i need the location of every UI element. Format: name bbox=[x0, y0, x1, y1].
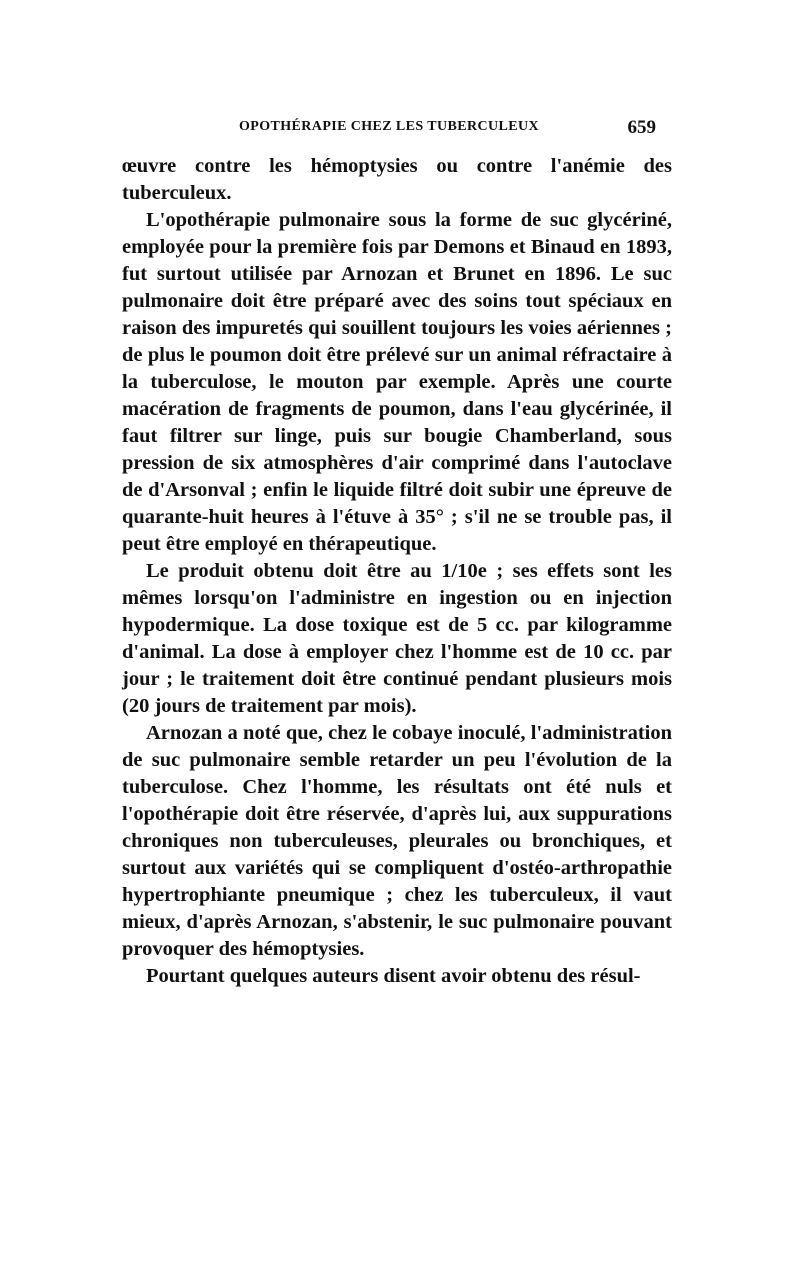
body-text bbox=[122, 153, 672, 990]
running-title: OPOTHÉRAPIE CHEZ LES TUBERCULEUX bbox=[239, 119, 539, 134]
paragraph-pulmonary-opotherapy: L'opothérapie pulmonaire sous la forme de suc glycériné, employée pour la première fois par Demons et Binaud en 1893, fut surtout utilisée par Arnozan et Brunet en 1896. Le suc pulmonaire doit être préparé avec des soins tout spéciaux en raison des impuretés qui souillent toujours les voies aériennes ; de plus le poumon doit être prélevé sur un animal réfractaire à la tuberculose, le mouton par exemple. Après une courte macération de fragments de poumon, dans l'eau glycérinée, il faut filtrer sur linge, puis sur bougie Chamberland, sous pression de six atmosphères d'air comprimé dans l'autoclave de d'Arsonval ; enfin le liquide filtré doit subir une épreuve de quarante-huit heures à l'étuve à 35° ; s'il ne se trouble pas, il peut être employé en thérapeutique. bbox=[122, 209, 672, 555]
paragraph-dosage: Le produit obtenu doit être au 1/10e ; ses effets sont les mêmes lorsqu'on l'administre en ingestion ou en injection hypodermique. La dose toxique est de 5 cc. par kilogramme d'animal. La dose à employer chez l'homme est de 10 cc. par jour ; le traitement doit être continué pendant plusieurs mois (20 jours de traitement par mois). bbox=[122, 560, 672, 717]
paragraph-continued: Pourtant quelques auteurs disent avoir obtenu des résul- bbox=[146, 965, 641, 987]
page-number: 659 bbox=[627, 117, 656, 138]
paragraph-arnozan-results: Arnozan a noté que, chez le cobaye inoculé, l'administration de suc pulmonaire semble retarder un peu l'évolution de la tuberculose. Chez l'homme, les résultats ont été nuls et l'opothérapie doit être réservée, d'après lui, aux suppurations chroniques non tuberculeuses, pleurales ou bronchiques, et surtout aux variétés qui se compliquent d'ostéo-arthropathie hypertrophiante pneumique ; chez les tuberculeux, il vaut mieux, d'après Arnozan, s'abstenir, le suc pulmonaire pouvant provoquer des hémoptysies. bbox=[122, 722, 672, 960]
paragraph-continuation: œuvre contre les hémoptysies ou contre l'anémie des tuberculeux. bbox=[122, 155, 672, 204]
running-head bbox=[122, 119, 656, 141]
